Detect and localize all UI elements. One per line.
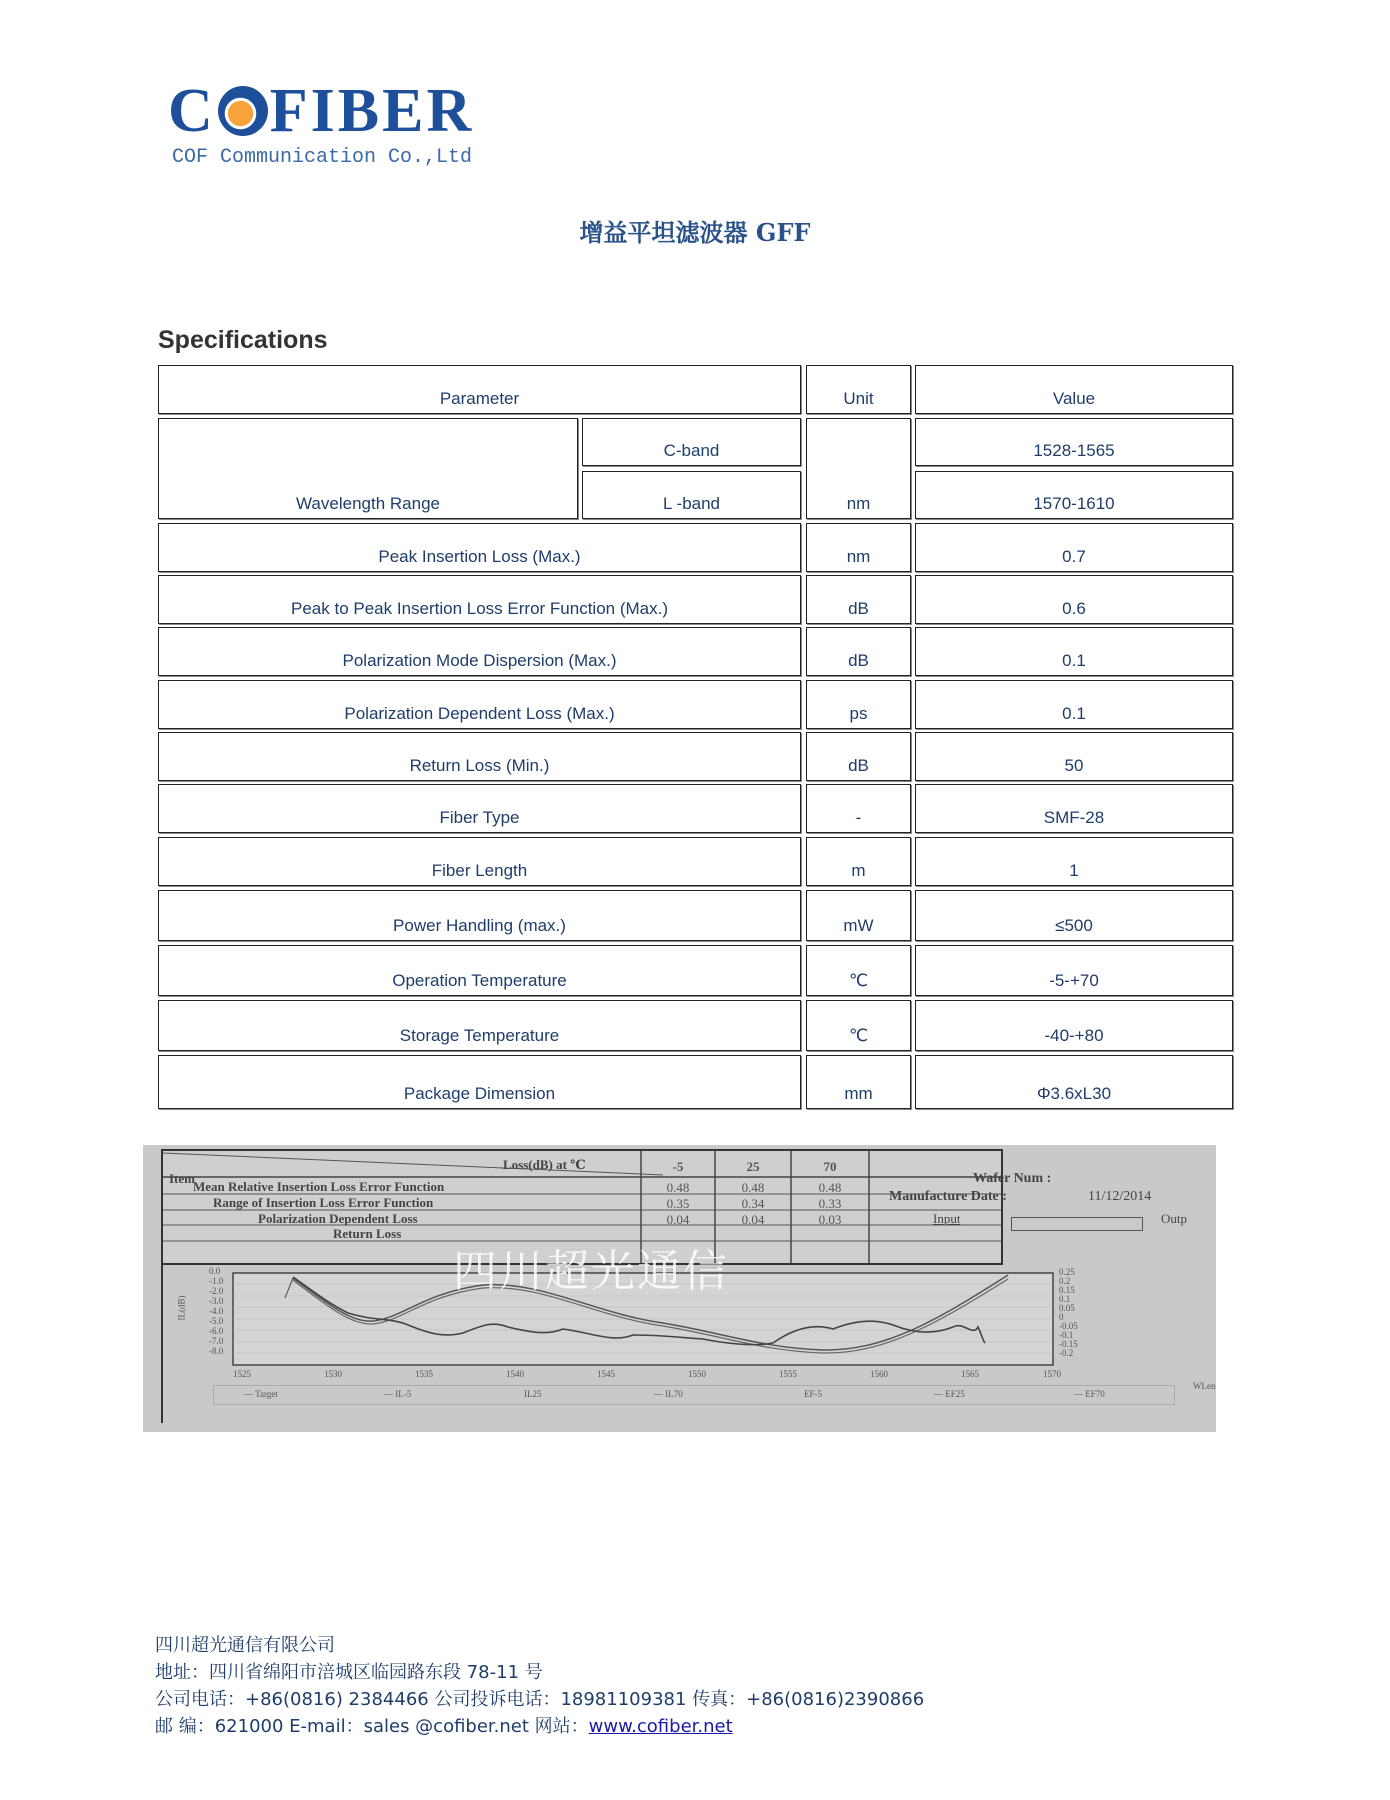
specifications-heading: Specifications xyxy=(158,326,328,354)
row-parameter: Fiber Length xyxy=(158,837,801,886)
company-logo xyxy=(168,77,528,169)
document-title: 增益平坦滤波器 GFF xyxy=(579,218,811,247)
legend-item: IL25 xyxy=(524,1389,542,1399)
temp-header: 70 xyxy=(823,1159,837,1174)
row-unit: mm xyxy=(806,1055,911,1109)
manufacture-date-label: Manufacture Date : xyxy=(889,1189,1007,1204)
row-unit: ℃ xyxy=(806,945,911,996)
row-parameter: Storage Temperature xyxy=(158,1000,801,1051)
c-band-value: 1528-1565 xyxy=(915,418,1233,466)
y-tick: -7.0 xyxy=(209,1336,224,1346)
y-tick: -2.0 xyxy=(209,1286,224,1296)
temp-header: 25 xyxy=(746,1159,760,1174)
legend-item: — EF70 xyxy=(1074,1389,1105,1399)
legend-item: — IL-5 xyxy=(384,1389,412,1399)
loss-value: 0.33 xyxy=(818,1196,842,1211)
row-parameter: Polarization Mode Dispersion (Max.) xyxy=(158,627,801,676)
logo-letter-c: C xyxy=(168,77,216,145)
l-band-label: L -band xyxy=(582,471,801,519)
footer-postcode-email: 邮 编：621000 E-mail：sales @cofiber.net 网站： xyxy=(155,1716,589,1737)
x-tick: 1540 xyxy=(506,1369,524,1379)
footer-company: 四川超光通信有限公司 xyxy=(155,1635,335,1656)
col-header-unit: Unit xyxy=(806,365,911,414)
legend-item: — IL70 xyxy=(654,1389,683,1399)
x-axis-label: WLen xyxy=(1193,1381,1216,1391)
loss-value: 0.03 xyxy=(818,1212,842,1227)
row-unit: ℃ xyxy=(806,1000,911,1051)
row-value: 0.7 xyxy=(915,523,1233,572)
wafer-num-label: Wafer Num : xyxy=(973,1171,1052,1186)
y-tick: 0.0 xyxy=(209,1266,221,1276)
x-tick: 1545 xyxy=(597,1369,615,1379)
c-band-label: C-band xyxy=(582,418,801,466)
row-value: SMF-28 xyxy=(915,784,1233,833)
col-header-parameter: Parameter xyxy=(158,365,801,414)
y-tick: -3.0 xyxy=(209,1296,224,1306)
footer-phones: 公司电话：+86(0816) 2384466 公司投诉电话：18981109381 传真：+86(0816)2390866 xyxy=(155,1689,925,1710)
temp-header: -5 xyxy=(672,1159,684,1174)
loss-value: 0.35 xyxy=(666,1196,690,1211)
row-value: 0.6 xyxy=(915,575,1233,624)
y-tick: -6.0 xyxy=(209,1326,224,1336)
row-value: -40-+80 xyxy=(915,1000,1233,1051)
x-tick: 1555 xyxy=(779,1369,797,1379)
footer xyxy=(155,1632,924,1740)
row-parameter: Polarization Dependent Loss (Max.) xyxy=(158,680,801,729)
y2-tick: -0.1 xyxy=(1059,1330,1074,1340)
y-tick: -1.0 xyxy=(209,1276,224,1286)
manufacture-date: 11/12/2014 xyxy=(1088,1189,1152,1204)
row-unit: m xyxy=(806,837,911,886)
x-tick: 1525 xyxy=(233,1369,251,1379)
loss-value: 0.04 xyxy=(666,1212,690,1227)
loss-row-label: Mean Relative Insertion Loss Error Function xyxy=(193,1179,445,1194)
x-tick: 1535 xyxy=(415,1369,433,1379)
y2-tick: 0.2 xyxy=(1059,1276,1071,1286)
y2-tick: -0.05 xyxy=(1059,1321,1078,1331)
test-report-photo xyxy=(143,1145,1216,1432)
row-value: 0.1 xyxy=(915,627,1233,676)
wavelength-unit: nm xyxy=(806,418,911,519)
input-label: Input xyxy=(933,1211,961,1226)
y2-tick: 0 xyxy=(1059,1312,1064,1322)
loss-value: 0.48 xyxy=(666,1180,690,1195)
loss-row-label: Return Loss xyxy=(333,1226,402,1241)
logo-subtitle: COF Communication Co.,Ltd xyxy=(172,146,473,169)
website-link[interactable]: www.cofiber.net xyxy=(588,1716,733,1737)
y2-tick: 0.25 xyxy=(1059,1267,1075,1277)
row-value: 1 xyxy=(915,837,1233,886)
row-parameter: Package Dimension xyxy=(158,1055,801,1109)
row-unit: mW xyxy=(806,890,911,941)
y2-tick: -0.15 xyxy=(1059,1339,1078,1349)
x-tick: 1550 xyxy=(688,1369,706,1379)
row-unit: dB xyxy=(806,627,911,676)
sun-icon xyxy=(218,86,268,136)
row-unit: - xyxy=(806,784,911,833)
item-label: Item xyxy=(169,1171,195,1186)
legend-item: EF-5 xyxy=(804,1389,822,1399)
col-header-value: Value xyxy=(915,365,1233,414)
footer-contact xyxy=(155,1713,924,1740)
row-value: 0.1 xyxy=(915,680,1233,729)
row-value: 50 xyxy=(915,732,1233,781)
row-parameter: Return Loss (Min.) xyxy=(158,732,801,781)
l-band-value: 1570-1610 xyxy=(915,471,1233,519)
footer-address: 地址：四川省绵阳市涪城区临园路东段 78-11 号 xyxy=(155,1662,543,1683)
loss-row-label: Range of Insertion Loss Error Function xyxy=(213,1195,434,1210)
loss-value: 0.48 xyxy=(818,1180,842,1195)
row-unit: dB xyxy=(806,575,911,624)
loss-value: 0.04 xyxy=(741,1212,765,1227)
x-tick: 1530 xyxy=(324,1369,342,1379)
x-tick: 1560 xyxy=(870,1369,888,1379)
row-parameter: Peak to Peak Insertion Loss Error Function (Max.) xyxy=(158,575,801,624)
loss-at-temp-label: Loss(dB) at ℃ xyxy=(503,1157,586,1172)
row-parameter: Operation Temperature xyxy=(158,945,801,996)
watermark: 四川超光通信 xyxy=(453,1246,729,1297)
y2-tick: 0.05 xyxy=(1059,1303,1075,1313)
row-value: ≤500 xyxy=(915,890,1233,941)
x-tick: 1565 xyxy=(961,1369,979,1379)
wavelength-range-label: Wavelength Range xyxy=(158,418,578,519)
legend-item: — Target xyxy=(244,1389,278,1399)
row-parameter: Peak Insertion Loss (Max.) xyxy=(158,523,801,572)
y2-tick: 0.15 xyxy=(1059,1285,1075,1295)
legend-item: — EF25 xyxy=(934,1389,965,1399)
loss-value: 0.34 xyxy=(741,1196,765,1211)
logo-letters-fiber: FIBER xyxy=(269,77,475,145)
row-unit: dB xyxy=(806,732,911,781)
y2-tick: 0.1 xyxy=(1059,1294,1071,1304)
x-tick: 1570 xyxy=(1043,1369,1061,1379)
y2-tick: -0.2 xyxy=(1059,1348,1074,1358)
chart-legend xyxy=(213,1385,1175,1405)
device-diagram xyxy=(1011,1217,1143,1231)
y-tick: -5.0 xyxy=(209,1316,224,1326)
y-tick: -4.0 xyxy=(209,1306,224,1316)
output-label: Outp xyxy=(1161,1211,1187,1226)
loss-value: 0.48 xyxy=(741,1180,765,1195)
row-value: Φ3.6xL30 xyxy=(915,1055,1233,1109)
row-unit: ps xyxy=(806,680,911,729)
row-parameter: Power Handling (max.) xyxy=(158,890,801,941)
y-axis-label: IL(dB) xyxy=(176,1295,187,1321)
loss-row-label: Polarization Dependent Loss xyxy=(258,1211,418,1226)
row-value: -5-+70 xyxy=(915,945,1233,996)
row-unit: nm xyxy=(806,523,911,572)
y-tick: -8.0 xyxy=(209,1346,224,1356)
logo-wordmark xyxy=(168,77,528,145)
row-parameter: Fiber Type xyxy=(158,784,801,833)
